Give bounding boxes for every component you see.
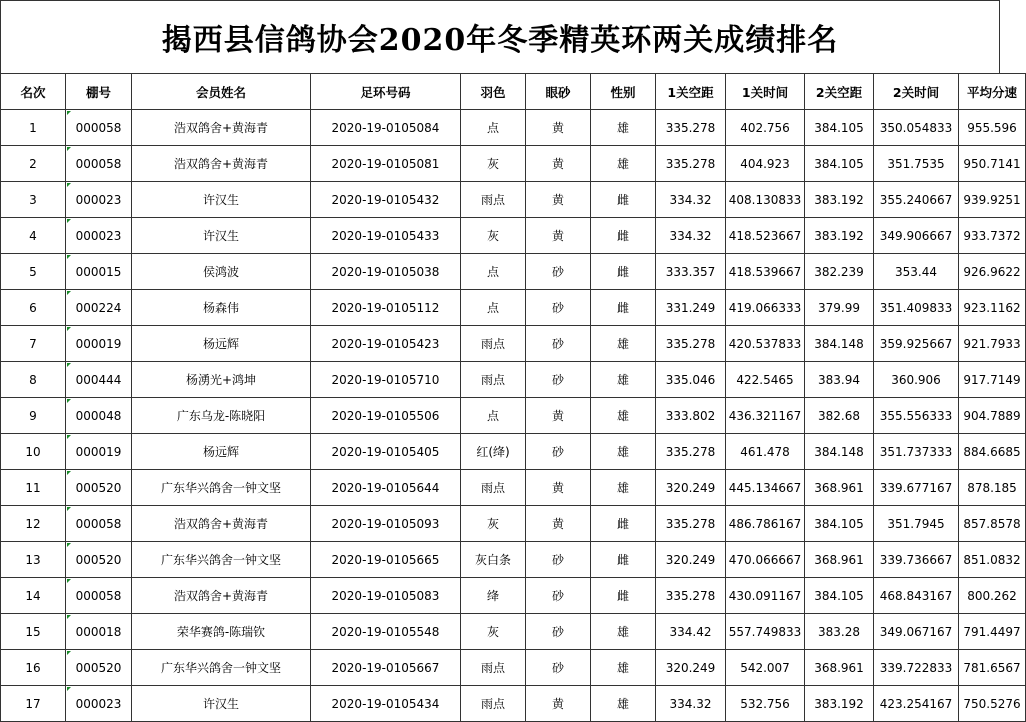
eye-sign-cell: 砂	[526, 650, 591, 686]
feather-color-cell: 点	[461, 110, 526, 146]
eye-sign-cell: 砂	[526, 290, 591, 326]
leg1-time-cell: 422.5465	[726, 362, 805, 398]
leg1-distance-cell: 334.32	[656, 218, 726, 254]
sex-cell: 雄	[591, 686, 656, 722]
member-name-cell: 杨远辉	[132, 326, 311, 362]
header-eye-sign: 眼砂	[526, 74, 591, 110]
table-header-row	[1, 74, 1026, 110]
eye-sign-cell: 黄	[526, 218, 591, 254]
member-name-cell: 杨远辉	[132, 434, 311, 470]
leg2-distance-cell: 384.105	[805, 110, 874, 146]
table-row	[1, 650, 1026, 686]
ring-no-cell: 2020-19-0105084	[311, 110, 461, 146]
sex-cell: 雌	[591, 578, 656, 614]
rank-cell: 5	[1, 254, 66, 290]
header-feather-color: 羽色	[461, 74, 526, 110]
feather-color-cell: 绛	[461, 578, 526, 614]
eye-sign-cell: 砂	[526, 542, 591, 578]
feather-color-cell: 点	[461, 254, 526, 290]
avg-speed-cell: 781.6567	[959, 650, 1026, 686]
leg2-distance-cell: 368.961	[805, 470, 874, 506]
ring-no-cell: 2020-19-0105644	[311, 470, 461, 506]
leg2-distance-cell: 379.99	[805, 290, 874, 326]
rank-cell: 7	[1, 326, 66, 362]
member-name-cell: 广东华兴鸽舍一钟文坚	[132, 650, 311, 686]
table-row	[1, 614, 1026, 650]
leg1-time-cell: 418.539667	[726, 254, 805, 290]
feather-color-cell: 灰	[461, 218, 526, 254]
member-name-cell: 浩双鸽舍+黄海青	[132, 146, 311, 182]
feather-color-cell: 雨点	[461, 686, 526, 722]
leg2-distance-cell: 384.105	[805, 506, 874, 542]
table-row	[1, 542, 1026, 578]
leg1-distance-cell: 335.278	[656, 434, 726, 470]
loft-no-cell: 000058	[66, 506, 132, 542]
rank-cell: 9	[1, 398, 66, 434]
table-row	[1, 470, 1026, 506]
table-row	[1, 254, 1026, 290]
member-name-cell: 浩双鸽舍+黄海青	[132, 578, 311, 614]
avg-speed-cell: 950.7141	[959, 146, 1026, 182]
ring-no-cell: 2020-19-0105423	[311, 326, 461, 362]
header-ring-no: 足环号码	[311, 74, 461, 110]
eye-sign-cell: 砂	[526, 254, 591, 290]
leg1-time-cell: 470.066667	[726, 542, 805, 578]
avg-speed-cell: 884.6685	[959, 434, 1026, 470]
leg2-distance-cell: 384.148	[805, 326, 874, 362]
avg-speed-cell: 917.7149	[959, 362, 1026, 398]
avg-speed-cell: 904.7889	[959, 398, 1026, 434]
member-name-cell: 许汉生	[132, 686, 311, 722]
rank-cell: 13	[1, 542, 66, 578]
leg2-distance-cell: 383.192	[805, 182, 874, 218]
member-name-cell: 浩双鸽舍+黄海青	[132, 506, 311, 542]
loft-no-cell: 000520	[66, 542, 132, 578]
leg1-distance-cell: 335.278	[656, 110, 726, 146]
avg-speed-cell: 750.5276	[959, 686, 1026, 722]
leg2-time-cell: 468.843167	[874, 578, 959, 614]
sex-cell: 雄	[591, 110, 656, 146]
sex-cell: 雌	[591, 290, 656, 326]
table-row	[1, 686, 1026, 722]
ring-no-cell: 2020-19-0105432	[311, 182, 461, 218]
leg2-time-cell: 359.925667	[874, 326, 959, 362]
eye-sign-cell: 黄	[526, 398, 591, 434]
rank-cell: 15	[1, 614, 66, 650]
leg2-distance-cell: 382.239	[805, 254, 874, 290]
loft-no-cell: 000023	[66, 686, 132, 722]
leg1-time-cell: 430.091167	[726, 578, 805, 614]
leg2-time-cell: 350.054833	[874, 110, 959, 146]
leg1-distance-cell: 335.278	[656, 326, 726, 362]
header-member-name: 会员姓名	[132, 74, 311, 110]
ring-no-cell: 2020-19-0105710	[311, 362, 461, 398]
leg1-distance-cell: 335.046	[656, 362, 726, 398]
table-row	[1, 290, 1026, 326]
rank-cell: 10	[1, 434, 66, 470]
header-loft-no: 棚号	[66, 74, 132, 110]
loft-no-cell: 000520	[66, 650, 132, 686]
leg2-time-cell: 351.7945	[874, 506, 959, 542]
leg2-distance-cell: 383.28	[805, 614, 874, 650]
rank-cell: 12	[1, 506, 66, 542]
leg1-time-cell: 486.786167	[726, 506, 805, 542]
feather-color-cell: 灰白条	[461, 542, 526, 578]
leg2-time-cell: 355.240667	[874, 182, 959, 218]
member-name-cell: 广东华兴鸽舍一钟文坚	[132, 542, 311, 578]
eye-sign-cell: 黄	[526, 686, 591, 722]
leg1-distance-cell: 334.42	[656, 614, 726, 650]
table-row	[1, 398, 1026, 434]
eye-sign-cell: 黄	[526, 110, 591, 146]
member-name-cell: 杨森伟	[132, 290, 311, 326]
avg-speed-cell: 933.7372	[959, 218, 1026, 254]
feather-color-cell: 灰	[461, 506, 526, 542]
loft-no-cell: 000018	[66, 614, 132, 650]
report-title: 揭西县信鸽协会2020年冬季精英环两关成绩排名	[0, 0, 1000, 73]
avg-speed-cell: 955.596	[959, 110, 1026, 146]
leg1-time-cell: 532.756	[726, 686, 805, 722]
member-name-cell: 杨湧光+鸿坤	[132, 362, 311, 398]
rank-cell: 16	[1, 650, 66, 686]
leg1-distance-cell: 334.32	[656, 182, 726, 218]
sex-cell: 雄	[591, 650, 656, 686]
sex-cell: 雄	[591, 362, 656, 398]
header-rank: 名次	[1, 74, 66, 110]
leg2-time-cell: 349.067167	[874, 614, 959, 650]
leg1-distance-cell: 335.278	[656, 146, 726, 182]
leg2-time-cell: 349.906667	[874, 218, 959, 254]
member-name-cell: 广东乌龙-陈晓阳	[132, 398, 311, 434]
eye-sign-cell: 砂	[526, 434, 591, 470]
sex-cell: 雄	[591, 326, 656, 362]
member-name-cell: 许汉生	[132, 218, 311, 254]
feather-color-cell: 灰	[461, 146, 526, 182]
loft-no-cell: 000015	[66, 254, 132, 290]
avg-speed-cell: 851.0832	[959, 542, 1026, 578]
leg1-distance-cell: 333.357	[656, 254, 726, 290]
feather-color-cell: 红(绛)	[461, 434, 526, 470]
eye-sign-cell: 砂	[526, 578, 591, 614]
eye-sign-cell: 黄	[526, 182, 591, 218]
avg-speed-cell: 921.7933	[959, 326, 1026, 362]
leg1-time-cell: 419.066333	[726, 290, 805, 326]
sex-cell: 雌	[591, 506, 656, 542]
loft-no-cell: 000058	[66, 110, 132, 146]
leg1-distance-cell: 334.32	[656, 686, 726, 722]
feather-color-cell: 雨点	[461, 326, 526, 362]
leg2-time-cell: 360.906	[874, 362, 959, 398]
ranking-table	[0, 73, 1026, 722]
rank-cell: 3	[1, 182, 66, 218]
sex-cell: 雄	[591, 614, 656, 650]
loft-no-cell: 000224	[66, 290, 132, 326]
sex-cell: 雄	[591, 146, 656, 182]
sex-cell: 雌	[591, 542, 656, 578]
feather-color-cell: 灰	[461, 614, 526, 650]
leg2-time-cell: 339.722833	[874, 650, 959, 686]
member-name-cell: 许汉生	[132, 182, 311, 218]
loft-no-cell: 000019	[66, 326, 132, 362]
leg2-distance-cell: 368.961	[805, 650, 874, 686]
leg2-time-cell: 353.44	[874, 254, 959, 290]
rank-cell: 2	[1, 146, 66, 182]
table-row	[1, 506, 1026, 542]
loft-no-cell: 000019	[66, 434, 132, 470]
leg2-distance-cell: 368.961	[805, 542, 874, 578]
table-row	[1, 110, 1026, 146]
table-row	[1, 326, 1026, 362]
leg2-time-cell: 339.736667	[874, 542, 959, 578]
ring-no-cell: 2020-19-0105081	[311, 146, 461, 182]
avg-speed-cell: 857.8578	[959, 506, 1026, 542]
leg1-time-cell: 461.478	[726, 434, 805, 470]
sex-cell: 雌	[591, 182, 656, 218]
leg1-distance-cell: 333.802	[656, 398, 726, 434]
avg-speed-cell: 791.4497	[959, 614, 1026, 650]
leg1-time-cell: 436.321167	[726, 398, 805, 434]
table-row	[1, 434, 1026, 470]
feather-color-cell: 点	[461, 290, 526, 326]
leg1-time-cell: 418.523667	[726, 218, 805, 254]
member-name-cell: 侯鸿波	[132, 254, 311, 290]
table-row	[1, 362, 1026, 398]
sex-cell: 雌	[591, 254, 656, 290]
leg1-time-cell: 408.130833	[726, 182, 805, 218]
feather-color-cell: 雨点	[461, 470, 526, 506]
leg2-distance-cell: 384.148	[805, 434, 874, 470]
leg1-time-cell: 404.923	[726, 146, 805, 182]
leg2-time-cell: 355.556333	[874, 398, 959, 434]
leg1-distance-cell: 335.278	[656, 506, 726, 542]
avg-speed-cell: 923.1162	[959, 290, 1026, 326]
loft-no-cell: 000058	[66, 578, 132, 614]
leg1-time-cell: 402.756	[726, 110, 805, 146]
feather-color-cell: 雨点	[461, 362, 526, 398]
leg2-distance-cell: 383.192	[805, 686, 874, 722]
avg-speed-cell: 878.185	[959, 470, 1026, 506]
leg1-distance-cell: 320.249	[656, 470, 726, 506]
rank-cell: 8	[1, 362, 66, 398]
leg1-distance-cell: 331.249	[656, 290, 726, 326]
ring-no-cell: 2020-19-0105434	[311, 686, 461, 722]
loft-no-cell: 000444	[66, 362, 132, 398]
leg2-time-cell: 351.7535	[874, 146, 959, 182]
ring-no-cell: 2020-19-0105506	[311, 398, 461, 434]
leg2-distance-cell: 382.68	[805, 398, 874, 434]
sex-cell: 雌	[591, 218, 656, 254]
avg-speed-cell: 926.9622	[959, 254, 1026, 290]
leg1-time-cell: 420.537833	[726, 326, 805, 362]
avg-speed-cell: 800.262	[959, 578, 1026, 614]
ring-no-cell: 2020-19-0105093	[311, 506, 461, 542]
eye-sign-cell: 砂	[526, 614, 591, 650]
leg1-time-cell: 542.007	[726, 650, 805, 686]
leg1-time-cell: 445.134667	[726, 470, 805, 506]
sex-cell: 雄	[591, 470, 656, 506]
eye-sign-cell: 砂	[526, 326, 591, 362]
ring-no-cell: 2020-19-0105667	[311, 650, 461, 686]
header-leg2-time: 2关时间	[874, 74, 959, 110]
eye-sign-cell: 黄	[526, 146, 591, 182]
ring-no-cell: 2020-19-0105038	[311, 254, 461, 290]
leg2-time-cell: 339.677167	[874, 470, 959, 506]
ring-no-cell: 2020-19-0105112	[311, 290, 461, 326]
leg2-time-cell: 351.737333	[874, 434, 959, 470]
loft-no-cell: 000520	[66, 470, 132, 506]
feather-color-cell: 雨点	[461, 182, 526, 218]
header-leg1-distance: 1关空距	[656, 74, 726, 110]
header-leg2-distance: 2关空距	[805, 74, 874, 110]
leg1-distance-cell: 335.278	[656, 578, 726, 614]
table-row	[1, 578, 1026, 614]
sex-cell: 雄	[591, 398, 656, 434]
leg2-time-cell: 423.254167	[874, 686, 959, 722]
ring-no-cell: 2020-19-0105083	[311, 578, 461, 614]
table-row	[1, 146, 1026, 182]
leg2-distance-cell: 383.192	[805, 218, 874, 254]
member-name-cell: 广东华兴鸽舍一钟文坚	[132, 470, 311, 506]
rank-cell: 4	[1, 218, 66, 254]
ring-no-cell: 2020-19-0105405	[311, 434, 461, 470]
leg1-distance-cell: 320.249	[656, 542, 726, 578]
feather-color-cell: 点	[461, 398, 526, 434]
leg1-distance-cell: 320.249	[656, 650, 726, 686]
ring-no-cell: 2020-19-0105665	[311, 542, 461, 578]
table-row	[1, 218, 1026, 254]
leg1-time-cell: 557.749833	[726, 614, 805, 650]
rank-cell: 17	[1, 686, 66, 722]
ring-no-cell: 2020-19-0105548	[311, 614, 461, 650]
feather-color-cell: 雨点	[461, 650, 526, 686]
rank-cell: 1	[1, 110, 66, 146]
avg-speed-cell: 939.9251	[959, 182, 1026, 218]
loft-no-cell: 000023	[66, 218, 132, 254]
member-name-cell: 浩双鸽舍+黄海青	[132, 110, 311, 146]
loft-no-cell: 000058	[66, 146, 132, 182]
leg2-distance-cell: 384.105	[805, 146, 874, 182]
table-row	[1, 182, 1026, 218]
sex-cell: 雄	[591, 434, 656, 470]
eye-sign-cell: 黄	[526, 470, 591, 506]
ring-no-cell: 2020-19-0105433	[311, 218, 461, 254]
loft-no-cell: 000048	[66, 398, 132, 434]
header-avg-speed: 平均分速	[959, 74, 1026, 110]
eye-sign-cell: 黄	[526, 506, 591, 542]
leg2-distance-cell: 383.94	[805, 362, 874, 398]
header-sex: 性别	[591, 74, 656, 110]
header-leg1-time: 1关时间	[726, 74, 805, 110]
loft-no-cell: 000023	[66, 182, 132, 218]
eye-sign-cell: 砂	[526, 362, 591, 398]
member-name-cell: 荣华赛鸽-陈瑞钦	[132, 614, 311, 650]
leg2-time-cell: 351.409833	[874, 290, 959, 326]
rank-cell: 14	[1, 578, 66, 614]
rank-cell: 6	[1, 290, 66, 326]
rank-cell: 11	[1, 470, 66, 506]
leg2-distance-cell: 384.105	[805, 578, 874, 614]
